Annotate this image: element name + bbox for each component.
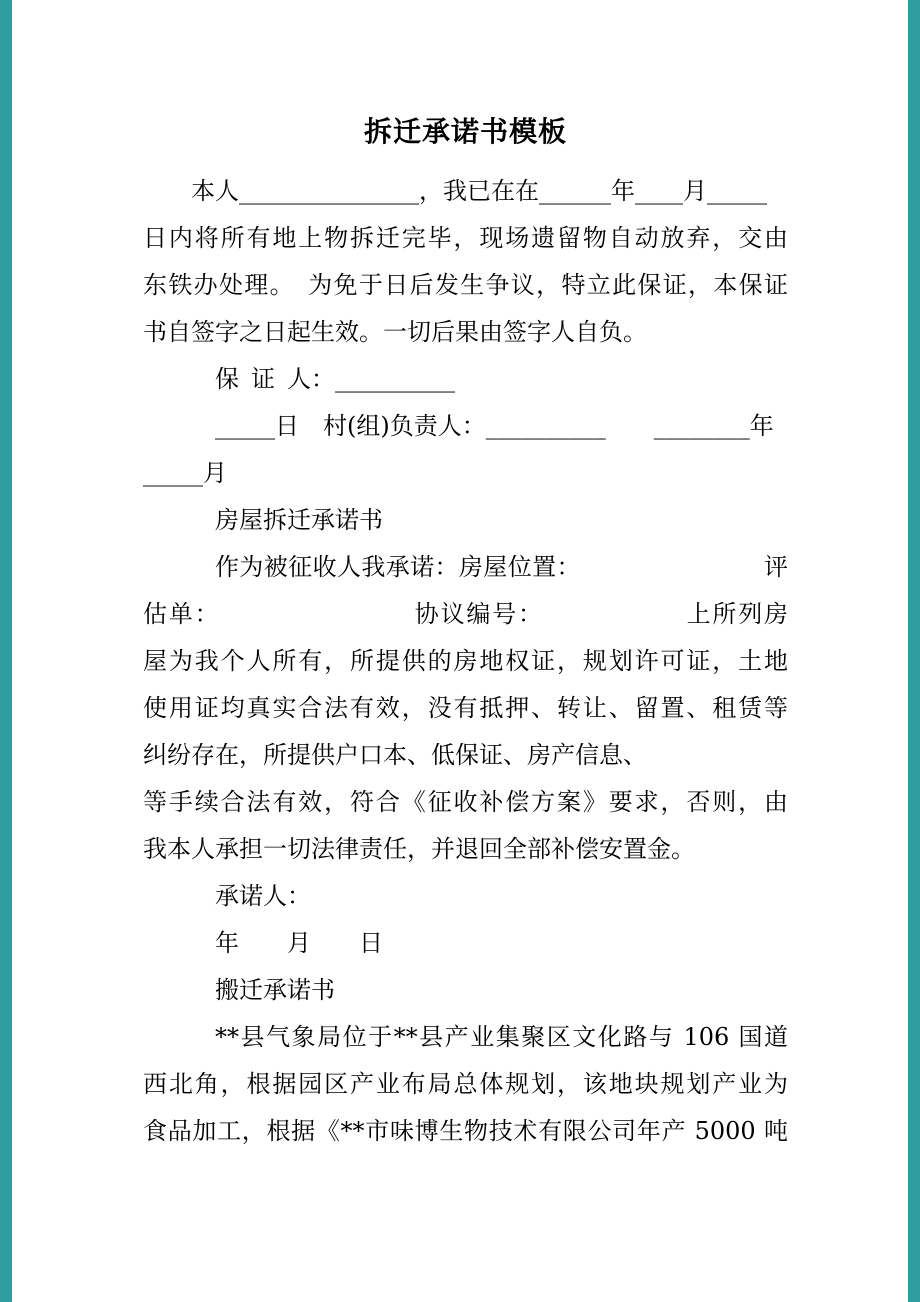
document-line: 本人_______________，我已在在______年____月_____ <box>191 177 767 205</box>
document-line: 我本人承担一切法律责任，并退回全部补偿安置金。 <box>143 835 695 863</box>
document-line: 书自签字之日起生效。一切后果由签字人自负。 <box>143 318 647 346</box>
document-line: 保 证 人：__________ <box>215 365 455 393</box>
document-line: 估单： 协议编号： 上所列房 <box>143 600 788 628</box>
document-line: _____日 村(组)负责人：__________ ________年 <box>215 412 774 440</box>
document-line: 承诺人： <box>215 882 311 910</box>
document-line: 西北角，根据园区产业布局总体规划，该地块规划产业为 <box>143 1070 788 1098</box>
document-line: 屋为我个人所有，所提供的房地权证，规划许可证，土地 <box>143 647 788 675</box>
document-line: 食品加工，根据《**市味博生物技术有限公司年产 5000 吨 <box>143 1117 788 1145</box>
document-line: 日内将所有地上物拆迁完毕，现场遗留物自动放弃，交由 <box>143 224 788 252</box>
document-line: 作为被征收人我承诺：房屋位置： 评 <box>215 553 788 581</box>
document-line: 搬迁承诺书 <box>215 976 335 1004</box>
document-line: 东铁办处理。 为免于日后发生争议，特立此保证，本保证 <box>143 271 788 299</box>
document-line: 年 月 日 <box>215 929 383 957</box>
document-line: 等手续合法有效，符合《征收补偿方案》要求，否则，由 <box>143 788 788 816</box>
document-title: 拆迁承诺书模板 <box>363 115 567 148</box>
document-line: 使用证均真实合法有效，没有抵押、转让、留置、租赁等 <box>143 694 788 722</box>
document-line: 纠纷存在，所提供户口本、低保证、房产信息、 <box>143 741 647 769</box>
document-line: 房屋拆迁承诺书 <box>215 506 383 534</box>
right-edge-bar <box>908 0 920 1302</box>
left-edge-bar <box>0 0 12 1302</box>
document-line: _____月 <box>143 459 227 487</box>
document-line: **县气象局位于**县产业集聚区文化路与 106 国道 <box>215 1023 788 1051</box>
document-body <box>143 168 788 1155</box>
